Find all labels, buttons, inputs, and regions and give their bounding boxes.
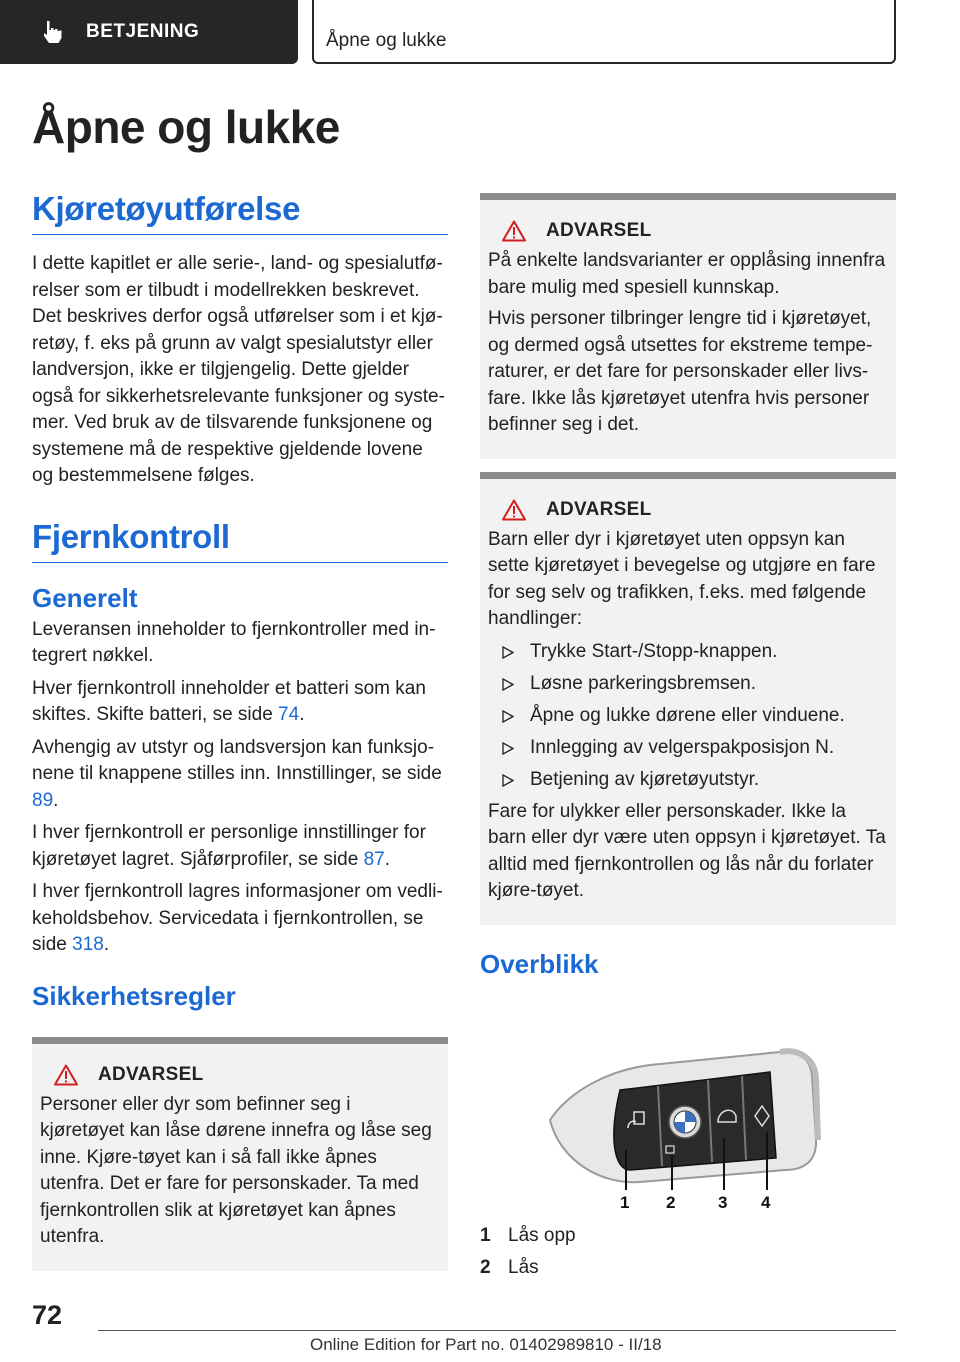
legend-item: 2 Lås: [480, 1256, 539, 1278]
callout-2: 2: [666, 1192, 676, 1210]
heading-remote: Fjernkontroll: [32, 518, 448, 563]
list-item: Åpne og lukke dørene eller vinduene.: [488, 703, 888, 730]
warning-label: ADVARSEL: [98, 1063, 204, 1085]
warning-box: [32, 1037, 448, 1271]
list-item: Trykke Start-/Stopp-knappen.: [488, 639, 888, 666]
warning-triangle-icon: [502, 499, 526, 521]
callout-1: 1: [620, 1192, 630, 1210]
page-title: Åpne og lukke: [32, 101, 340, 153]
paragraph-service: I hver fjernkontroll lagres informasjoner om vedli-keholdsbehov. Servicedata i fjernkontrollen, se side 318.: [32, 881, 443, 955]
warning-label: ADVARSEL: [546, 220, 652, 241]
heading-overview: Overblikk: [480, 948, 599, 979]
heading-general: Generelt: [32, 582, 138, 613]
left-column: [32, 190, 448, 1271]
page-ref-link[interactable]: 87: [363, 848, 385, 870]
warning-text: Hvis personer tilbringer lengre tid i kjøretøyet, og dermed også utsettes for ekstreme tempe-raturer, er det fare for personskader eller livs-fare. Ikke lås kjøretøyet utenfra hvis personer befinner seg i det.: [488, 308, 873, 435]
warning-box: [480, 193, 896, 459]
page-ref-link[interactable]: 74: [278, 704, 300, 725]
remote-key-illustration: [480, 1020, 896, 1210]
page-ref-link[interactable]: 318: [72, 934, 104, 955]
list-item: Betjening av kjøretøyutstyr.: [488, 767, 888, 794]
triangle-bullet-icon: [502, 646, 514, 659]
callout-3: 3: [718, 1192, 728, 1210]
warning-text: Fare for ulykker eller personskader. Ikke la barn eller dyr være uten oppsyn i kjøretøyet. Ta alltid med fjernkontrollen og lås når du forlater kjøre-tøyet.: [488, 800, 886, 901]
page-header: [312, 0, 896, 64]
legend-list: [480, 1220, 896, 1284]
triangle-bullet-icon: [502, 710, 514, 723]
paragraph-battery: Hver fjernkontroll inneholder et batteri som kan skiftes. Skifte batteri, se side 74.: [32, 677, 426, 725]
callout-4: 4: [761, 1192, 771, 1210]
footer-divider: [98, 1330, 896, 1331]
warning-label: ADVARSEL: [546, 498, 652, 520]
remote-key-figure: [480, 1020, 896, 1210]
heading-safety: Sikkerhetsregler: [32, 980, 236, 1011]
warning-triangle-icon: [502, 220, 526, 242]
heading-vehicle: Kjøretøyutførelse: [32, 190, 448, 235]
page-ref-link[interactable]: 89: [32, 789, 54, 811]
section-tab[interactable]: [0, 0, 298, 64]
page-number: 72: [32, 1300, 63, 1330]
list-item: Løsne parkeringsbremsen.: [488, 671, 888, 698]
footer-text: Online Edition for Part no. 01402989810 - II/18: [310, 1335, 662, 1354]
triangle-bullet-icon: [502, 742, 514, 755]
warning-text: Personer eller dyr som befinner seg i kjøretøyet kan låse dørene innefra og låse seg inne. Kjøre-tøyet kan i så fall ikke åpnes utenfra. Det er fare for personskader. Ta med fjernkontrollen slik at kjøretøyet kan åpnes utenfra.: [40, 1093, 432, 1247]
warning-box: [480, 472, 896, 925]
triangle-bullet-icon: [502, 774, 514, 787]
paragraph-vehicle: I dette kapitlet er alle serie-, land- og spesialutfø-relser som er tilbudt i modellrekken beskrevet. Det beskrives derfor også utførelser som i et kjø-retøy, f. eks på grunn av valgt spesialutstyr eller landversjon, ikke er tilgjengelig. Dette gjelder også for sikkerhetsrelevante funksjoner og syste-mer. Ved bruk av de tilsvarende funksjonene og systemene må de respektive gjeldende lovene og bestemmelsene følges.: [32, 253, 445, 486]
hand-pointer-icon: [40, 19, 66, 45]
right-column: [480, 190, 896, 1284]
page-header-label: Åpne og lukke: [326, 30, 447, 51]
warning-triangle-icon: [54, 1064, 78, 1086]
legend-item: 1 Lås opp: [480, 1224, 576, 1246]
warning-text: På enkelte landsvarianter er opplåsing innenfra bare mulig med spesiell kunnskap.: [488, 250, 886, 298]
warning-text: Barn eller dyr i kjøretøyet uten oppsyn kan sette kjøretøyet i bevegelse og utgjøre en fare for seg selv og trafikken, f.eks. med følgende handlinger:: [488, 528, 876, 629]
action-list: [488, 639, 888, 794]
list-item: Innlegging av velgerspakposisjon N.: [488, 735, 888, 762]
paragraph-delivery: Leveransen inneholder to fjernkontroller med in-tegrert nøkkel.: [32, 618, 436, 666]
paragraph-profiles: I hver fjernkontroll er personlige innstillinger for kjøretøyet lagret. Sjåførprofiler, se side 87.: [32, 822, 426, 870]
triangle-bullet-icon: [502, 678, 514, 691]
paragraph-buttons: Avhengig av utstyr og landsversjon kan funksjo-nene til knappene stilles inn. Innstillinger, se side 89.: [32, 736, 442, 811]
section-label: BETJENING: [86, 21, 200, 42]
